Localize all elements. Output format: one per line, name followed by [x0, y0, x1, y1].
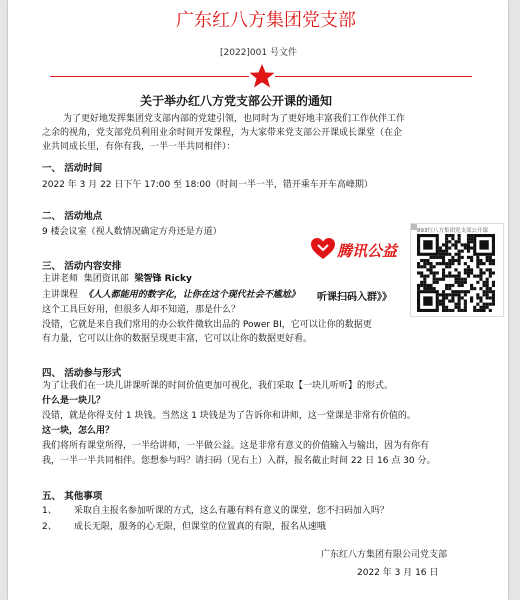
- red-star-icon: [249, 63, 275, 89]
- list-item-text: 成长无限，服务的心无限，但课堂的位置真的有限，报名从速哦: [73, 522, 326, 532]
- logo-text: 腾讯公益: [337, 242, 398, 260]
- qr-code-icon: [417, 234, 495, 312]
- section-3-line-1: 这个工具巨好用，但很多人却不知道，那是什么？: [42, 305, 241, 315]
- list-item-text: 采取自主报名参加听课的方式，这么有趣有料有意义的课堂，您不扫码加入吗？: [73, 506, 389, 516]
- section-3-line-3: 有力量，它可以让你的数据呈现更丰富，它可以让你的数据更好看。: [42, 334, 313, 344]
- section-1-time: 2022 年 3 月 22 日下午 17:00 至 18:00（时间一半一半，错开乘车开车高峰期）: [42, 180, 373, 190]
- section-3-line-2: 没错，它就是来自我们常用的办公软件微软出品的 Power BI，它可以让你的数据更: [42, 320, 372, 330]
- tencent-charity-logo: [311, 238, 411, 278]
- question-2: 这一块，怎么用？: [42, 426, 115, 436]
- header-rule-left: [50, 76, 249, 77]
- signature-org: 广东红八方集团有限公司党支部: [321, 550, 448, 560]
- teacher-row: [42, 272, 192, 286]
- section-5-heading: 五、 其他事项: [42, 491, 103, 502]
- heart-icon: [311, 238, 335, 260]
- answer-2-line-1: 我们将所有课堂所得，一半给讲师，一半做公益。这是非常有意义的价值输入与输出，因为有你有: [42, 441, 430, 451]
- list-item: [42, 504, 389, 518]
- signature-date: 2022 年 3 月 16 日: [357, 568, 439, 578]
- qr-code-card: [410, 223, 504, 317]
- intro-line-3: 业共同成长里，有你有我，一半一半共同相伴）：: [42, 142, 236, 152]
- answer-2-line-2: 我，一半一半共同相伴。您想参与吗？请扫码（见右上）入群，报名截止时间 22 日 16 点 30 分。: [42, 456, 436, 466]
- org-title: 广东红八方集团党支部: [176, 10, 356, 31]
- course-row: [42, 288, 300, 302]
- notice-title: 关于举办红八方党支部公开课的通知: [140, 94, 333, 108]
- teacher-name: 梁智锋 Ricky: [134, 274, 192, 284]
- teacher-label: 主讲老师: [42, 274, 79, 284]
- qr-header: 893红八方集团党支部公开课: [417, 228, 488, 234]
- intro-line-2: 之余的视角，党支部党员利用业余时间开发课程，为大家带来党支部公开课成长课堂（在企: [42, 128, 403, 138]
- section-1-heading: 一、 活动时间: [42, 163, 103, 174]
- section-2-heading: 二、 活动地点: [42, 211, 103, 222]
- list-item-number: 1、: [42, 506, 57, 516]
- answer-1: 没错，就是你得支付 1 块钱。当然这 1 块钱是为了告诉你和讲师，这一堂课是非常有价值的。: [42, 411, 416, 421]
- teacher-dept: 集团资讯部: [83, 274, 129, 284]
- section-2-location: 9 楼会议室（视人数情况确定方舟还是方道）: [42, 227, 222, 237]
- document-number: [2022]001 号文件: [220, 48, 297, 58]
- section-4-heading: 四、 活动参与形式: [42, 368, 122, 379]
- section-4-line-1: 为了让我们在一块儿讲课听课的时间价值更加可视化，我们采取【一块儿听听】的形式。: [42, 381, 394, 391]
- course-label: 主讲课程: [42, 290, 79, 300]
- section-3-heading: 三、 活动内容安排: [42, 261, 122, 272]
- list-item: [42, 520, 326, 534]
- scan-to-join-text: 听课扫码入群》》: [317, 292, 392, 303]
- question-1: 什么是一块儿？: [42, 396, 106, 406]
- list-item-number: 2、: [42, 522, 57, 532]
- intro-line-1: 为了更好地发挥集团党支部内部的党建引领，也同时为了更好地丰富我们工作伙伴工作: [63, 114, 406, 124]
- course-name: 《人人都能用的数字化，让你在这个现代社会不尴尬》: [83, 290, 300, 300]
- header-rule-right: [275, 76, 472, 77]
- document-page: [8, 0, 508, 600]
